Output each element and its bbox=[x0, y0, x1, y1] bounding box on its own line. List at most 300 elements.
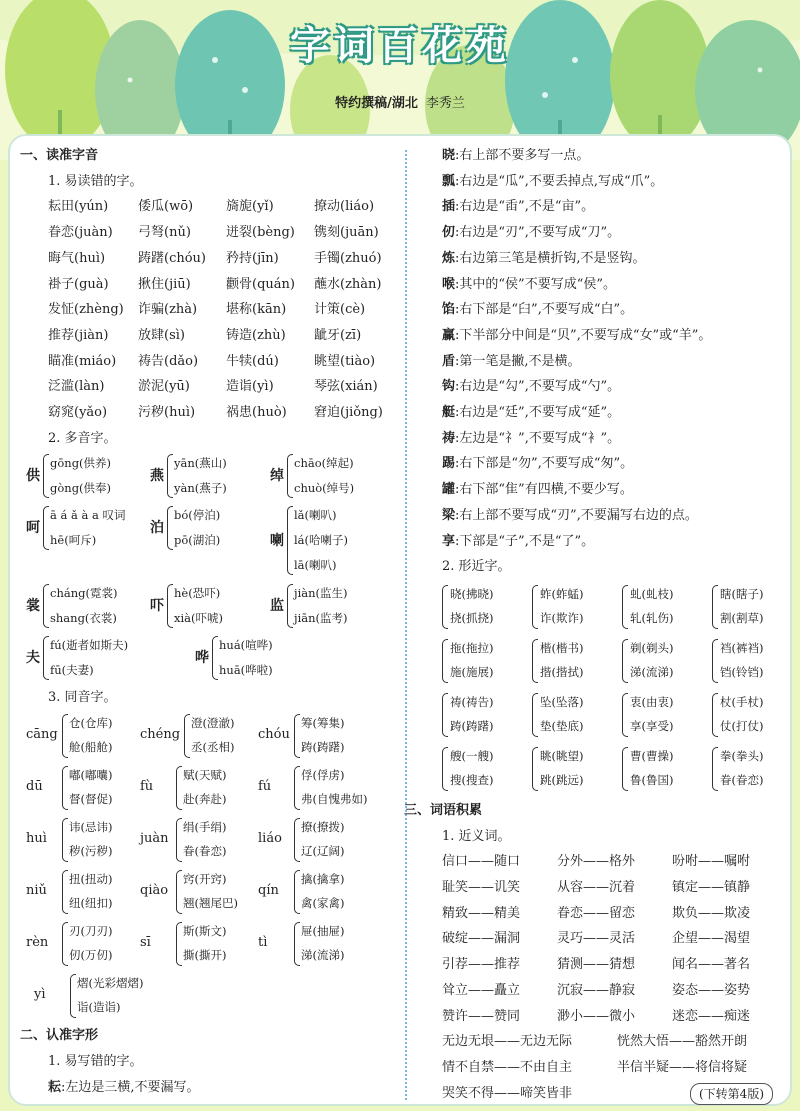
subsection-title: 1. 近义词。 bbox=[442, 828, 511, 844]
page-title: 字词百花苑 bbox=[290, 23, 510, 69]
homophone-row bbox=[20, 919, 398, 971]
synonym-grid bbox=[414, 849, 790, 1029]
homophone-item: 秽(污秽) bbox=[69, 844, 113, 859]
polyphone-char: 喇 bbox=[270, 533, 284, 550]
word-item: 祸患(huò) bbox=[226, 405, 287, 421]
rule-text: :右边是“臿”,不是“亩”。 bbox=[455, 199, 595, 215]
brace-mark bbox=[442, 693, 448, 737]
polyphone-reading: pō(湖泊) bbox=[174, 533, 221, 548]
rule-text: :其中的“侯”不要写成“侯”。 bbox=[455, 276, 616, 292]
brace-mark bbox=[294, 922, 300, 966]
homophone-item: 撩(撩拨) bbox=[301, 820, 345, 835]
rules-list bbox=[414, 143, 790, 554]
similar-item: 割(割草) bbox=[720, 610, 764, 625]
brace-mark bbox=[442, 747, 448, 791]
rule-char: 炼 bbox=[442, 250, 456, 266]
homophone-item: 仓(仓库) bbox=[69, 716, 113, 731]
rule-text: :左边是三横,不要漏写。 bbox=[61, 1079, 200, 1095]
brace-mark bbox=[442, 585, 448, 629]
word-item: 褂子(guà) bbox=[48, 276, 109, 292]
homophone-area bbox=[20, 711, 398, 1023]
word-item: 颧骨(quán) bbox=[226, 276, 295, 292]
homophone-item: 眷(眷恋) bbox=[183, 844, 227, 859]
homophone-pinyin: juàn bbox=[140, 831, 169, 847]
homophone-pinyin: chóu bbox=[258, 727, 290, 743]
polyphone-char: 监 bbox=[270, 598, 284, 615]
brace-mark bbox=[287, 584, 293, 628]
polyphone-reading: yàn(燕子) bbox=[174, 481, 227, 496]
rule-char: 罐 bbox=[442, 482, 456, 498]
brace-mark bbox=[622, 747, 628, 791]
similar-group bbox=[532, 690, 622, 740]
subsection-title: 2. 形近字。 bbox=[442, 559, 511, 575]
similar-group bbox=[442, 582, 532, 632]
rule-line bbox=[414, 169, 790, 195]
polyphone-char: 绰 bbox=[270, 468, 284, 485]
brace-mark bbox=[212, 636, 218, 680]
synonym-item: 镇定——镇静 bbox=[672, 880, 751, 896]
similar-group bbox=[622, 690, 712, 740]
rule-char: 钩 bbox=[442, 379, 456, 395]
similar-item: 揩(揩拭) bbox=[540, 664, 584, 679]
word-item: 发怔(zhèng) bbox=[48, 302, 124, 318]
synonym-item: 沉寂——静寂 bbox=[557, 982, 636, 998]
similar-item: 眺(眺望) bbox=[540, 748, 584, 763]
polyphone-char: 供 bbox=[26, 468, 40, 485]
similar-group bbox=[442, 744, 532, 794]
brace-mark bbox=[287, 454, 293, 498]
synonym-item: 灵巧——灵活 bbox=[557, 931, 636, 947]
rule-line bbox=[414, 194, 790, 220]
word-item: 琴弦(xián) bbox=[314, 379, 378, 395]
word-item: 耘田(yún) bbox=[48, 199, 109, 215]
homophone-item: 嘟(嘟囔) bbox=[69, 768, 113, 783]
polyphone-reading: ā á ǎ à a 叹词 bbox=[50, 508, 126, 523]
brace-mark bbox=[176, 818, 182, 862]
similar-item: 祷(祷告) bbox=[450, 694, 494, 709]
homophone-item: 筹(筹集) bbox=[301, 716, 345, 731]
homophone-row bbox=[20, 867, 398, 919]
synonym-item: 眷恋——留恋 bbox=[557, 905, 636, 921]
idiom-item: 情不自禁——不由自主 bbox=[442, 1059, 573, 1075]
brace-mark bbox=[532, 639, 538, 683]
homophone-pinyin: sī bbox=[140, 935, 151, 951]
polyphone-reading: lā(喇叭) bbox=[294, 558, 337, 573]
rule-char: 喉 bbox=[442, 276, 456, 292]
rule-char: 艇 bbox=[442, 405, 456, 421]
similar-item: 踌(踌躇) bbox=[450, 718, 494, 733]
similar-row bbox=[414, 582, 790, 632]
homophone-pinyin: tì bbox=[258, 935, 268, 951]
synonym-item: 赞许——赞同 bbox=[442, 1008, 521, 1024]
homophone-pinyin: rèn bbox=[26, 935, 49, 951]
homophone-item: 绢(手绢) bbox=[183, 820, 227, 835]
homophone-pinyin: huì bbox=[26, 831, 47, 847]
similar-group bbox=[712, 744, 800, 794]
word-item: 污秽(huì) bbox=[138, 405, 196, 421]
polyphone-reading: fú(逝者如斯夫) bbox=[50, 638, 129, 653]
brace-mark bbox=[176, 922, 182, 966]
synonym-item: 欺负——欺凌 bbox=[672, 905, 751, 921]
similar-group bbox=[622, 582, 712, 632]
rule-line bbox=[414, 220, 790, 246]
rule-char: 晓 bbox=[442, 148, 456, 163]
polyphone-reading: huá(喧哗) bbox=[219, 638, 273, 653]
homophone-item: 诣(造诣) bbox=[77, 1000, 121, 1015]
homophone-item: 屉(抽屉) bbox=[301, 924, 345, 939]
homophone-pinyin: cāng bbox=[26, 727, 58, 743]
brace-mark bbox=[287, 506, 293, 575]
similar-row bbox=[414, 636, 790, 686]
homophone-pinyin: fú bbox=[258, 779, 272, 795]
rule-line bbox=[414, 529, 790, 555]
rule-line bbox=[414, 349, 790, 375]
similar-group bbox=[442, 636, 532, 686]
section-title: 三、词语积累 bbox=[404, 802, 483, 818]
polyphone-reading: bó(停泊) bbox=[174, 508, 221, 523]
similar-item: 裆(裤裆) bbox=[720, 640, 764, 655]
brace-mark bbox=[43, 506, 49, 550]
polyphone-reading: hē(呵斥) bbox=[50, 533, 97, 548]
similar-item: 仗(打仗) bbox=[720, 718, 764, 733]
homophone-item: 涕(流涕) bbox=[301, 948, 345, 963]
homophone-pinyin: fù bbox=[140, 779, 154, 795]
homophone-item: 刃(刀刃) bbox=[69, 924, 113, 939]
word-item: 眺望(tiào) bbox=[314, 353, 376, 369]
homophone-row bbox=[20, 815, 398, 867]
rule-text: :右下部是“勿”,不要写成“匆”。 bbox=[455, 456, 634, 472]
rule-line bbox=[414, 503, 790, 529]
byline-author: 李秀兰 bbox=[425, 96, 465, 111]
rule-text: :右下部是“臼”,不要写成“白”。 bbox=[455, 302, 634, 318]
homophone-item: 舱(船舱) bbox=[69, 740, 113, 755]
word-item: 龇牙(zī) bbox=[314, 327, 362, 343]
rule-text: :右下部“隹”有四横,不要少写。 bbox=[455, 482, 633, 498]
rule-char: 瓢 bbox=[442, 173, 456, 189]
rule-line bbox=[414, 323, 790, 349]
section-title: 一、读准字音 bbox=[20, 148, 99, 163]
similar-item: 施(施展) bbox=[450, 664, 494, 679]
brace-mark bbox=[167, 506, 173, 550]
brace-mark bbox=[294, 870, 300, 914]
idiom-item: 哭笑不得——啼笑皆非 bbox=[442, 1085, 573, 1101]
synonym-item: 吩咐——嘱咐 bbox=[672, 854, 751, 870]
polyphone-char: 泊 bbox=[150, 520, 164, 537]
subsection-title: 3. 同音字。 bbox=[48, 690, 117, 706]
idiom-item: 半信半疑——将信将疑 bbox=[617, 1059, 748, 1075]
homophone-pinyin: dū bbox=[26, 779, 43, 795]
brace-mark bbox=[62, 818, 68, 862]
rule-char: 梁 bbox=[442, 507, 456, 523]
similar-item: 坠(坠落) bbox=[540, 694, 584, 709]
rule-text: :第一笔是撇,不是横。 bbox=[455, 353, 581, 369]
similar-group bbox=[622, 636, 712, 686]
idiom-item: 恍然大悟——豁然开朗 bbox=[617, 1034, 748, 1050]
rule-line bbox=[20, 1075, 398, 1101]
rule-line bbox=[414, 374, 790, 400]
rule-line bbox=[414, 246, 790, 272]
byline bbox=[0, 92, 800, 111]
polyphone-char: 哗 bbox=[195, 650, 209, 667]
word-item: 计策(cè) bbox=[314, 302, 366, 318]
homophone-pinyin: niǔ bbox=[26, 883, 47, 899]
polyphone-reading: lǎ(喇叭) bbox=[294, 508, 337, 523]
brace-mark bbox=[184, 714, 190, 758]
synonym-item: 破绽——漏洞 bbox=[442, 931, 521, 947]
brace-mark bbox=[712, 747, 718, 791]
polyphone-reading: yān(燕山) bbox=[174, 456, 227, 471]
homophone-item: 赋(天赋) bbox=[183, 768, 227, 783]
byline-source: 特约撰稿/湖北 bbox=[335, 96, 418, 111]
subsection-title: 2. 多音字。 bbox=[48, 430, 117, 446]
rule-char: 仞 bbox=[442, 225, 456, 241]
similar-item: 涕(流涕) bbox=[630, 664, 674, 679]
similar-group bbox=[712, 636, 800, 686]
synonym-item: 企望——渴望 bbox=[672, 931, 751, 947]
polyphone-char: 裳 bbox=[26, 598, 40, 615]
polyphone-area bbox=[20, 451, 398, 685]
similar-item: 虬(虬枝) bbox=[630, 586, 674, 601]
polyphone-char: 吓 bbox=[150, 598, 164, 615]
homophone-item: 弗(自愧弗如) bbox=[301, 792, 368, 807]
polyphone-char: 呵 bbox=[26, 520, 40, 537]
brace-mark bbox=[43, 454, 49, 498]
rule-line bbox=[414, 143, 790, 169]
word-item: 放肆(sì) bbox=[138, 327, 185, 343]
similar-chars-area bbox=[414, 582, 790, 794]
polyphone-reading: gōng(供养) bbox=[50, 456, 112, 471]
polyphone-reading: fū(夫妻) bbox=[50, 663, 94, 678]
rule-char: 踢 bbox=[442, 456, 456, 472]
brace-mark bbox=[532, 693, 538, 737]
word-item: 瞄准(miáo) bbox=[48, 353, 117, 369]
word-item: 眷恋(juàn) bbox=[48, 225, 113, 241]
section-title: 二、认准字形 bbox=[20, 1028, 99, 1044]
homophone-row bbox=[20, 711, 398, 763]
similar-item: 艘(一艘) bbox=[450, 748, 494, 763]
homophone-pinyin: liáo bbox=[258, 831, 282, 847]
rule-line bbox=[414, 400, 790, 426]
word-item: 淤泥(yū) bbox=[138, 379, 190, 395]
homophone-item: 澄(澄澈) bbox=[191, 716, 235, 731]
brace-mark bbox=[712, 693, 718, 737]
homophone-item: 斯(斯文) bbox=[183, 924, 227, 939]
homophone-item: 擒(擒拿) bbox=[301, 872, 345, 887]
brace-mark bbox=[62, 922, 68, 966]
similar-item: 蚱(蚱蜢) bbox=[540, 586, 584, 601]
homophone-item: 俘(俘虏) bbox=[301, 768, 345, 783]
similar-row bbox=[414, 744, 790, 794]
brace-mark bbox=[62, 714, 68, 758]
rule-text: :右边第三笔是横折钩,不是竖钩。 bbox=[455, 250, 646, 266]
synonym-item: 猜测——猜想 bbox=[557, 957, 636, 973]
brace-mark bbox=[43, 636, 49, 680]
word-item: 手镯(zhuó) bbox=[314, 250, 382, 266]
rule-char: 盾 bbox=[442, 353, 456, 369]
similar-item: 挠(抓挠) bbox=[450, 610, 494, 625]
rule-text: :右边是“刃”,不要写成“刀”。 bbox=[455, 225, 621, 241]
synonym-item: 耸立——矗立 bbox=[442, 982, 521, 998]
homophone-item: 赴(奔赴) bbox=[183, 792, 227, 807]
similar-group bbox=[622, 744, 712, 794]
polyphone-reading: lá(哈喇子) bbox=[294, 533, 349, 548]
similar-item: 垫(垫底) bbox=[540, 718, 584, 733]
word-item: 诈骗(zhà) bbox=[138, 302, 198, 318]
homophone-pinyin: chéng bbox=[140, 727, 181, 743]
homophone-item: 纽(纽扣) bbox=[69, 896, 113, 911]
similar-item: 剃(剃头) bbox=[630, 640, 674, 655]
word-item: 蘸水(zhàn) bbox=[314, 276, 382, 292]
polyphone-reading: cháng(霓裳) bbox=[50, 586, 118, 601]
homophone-item: 仞(万仞) bbox=[69, 948, 113, 963]
rule-text: :右边是“勾”,不要写成“勺”。 bbox=[455, 379, 621, 395]
brace-mark bbox=[176, 870, 182, 914]
homophone-item: 熠(光彩熠熠) bbox=[77, 976, 144, 991]
brace-mark bbox=[622, 639, 628, 683]
rule-text: :左边是“礻”,不要写成“衤”。 bbox=[455, 430, 621, 446]
similar-item: 诈(欺诈) bbox=[540, 610, 584, 625]
similar-item: 曹(曹操) bbox=[630, 748, 674, 763]
rule-line bbox=[414, 451, 790, 477]
homophone-item: 撕(撕开) bbox=[183, 948, 227, 963]
idiom-item: 无边无垠——无边无际 bbox=[442, 1034, 573, 1050]
word-item: 迸裂(bèng) bbox=[226, 225, 295, 241]
brace-mark bbox=[294, 714, 300, 758]
rule-line bbox=[414, 272, 790, 298]
similar-item: 衷(由衷) bbox=[630, 694, 674, 709]
brace-mark bbox=[62, 870, 68, 914]
similar-group bbox=[532, 744, 622, 794]
brace-mark bbox=[167, 584, 173, 628]
synonym-item: 从容——沉着 bbox=[557, 880, 636, 896]
polyphone-row bbox=[20, 503, 398, 581]
polyphone-row bbox=[20, 451, 398, 503]
word-item: 牛犊(dú) bbox=[226, 353, 279, 369]
polyphone-reading: shang(衣裳) bbox=[50, 611, 117, 626]
homophone-pinyin: yì bbox=[34, 987, 46, 1003]
synonym-item: 信口——随口 bbox=[442, 854, 521, 870]
rule-line bbox=[414, 477, 790, 503]
polyphone-row bbox=[20, 581, 398, 633]
homophone-pinyin: qiào bbox=[140, 883, 169, 899]
synonym-item: 渺小——微小 bbox=[557, 1008, 636, 1024]
subsection-title: 1. 易读错的字。 bbox=[48, 173, 143, 189]
brace-mark bbox=[532, 585, 538, 629]
rule-char: 馅 bbox=[442, 302, 456, 318]
word-item: 踌躇(chóu) bbox=[138, 250, 206, 266]
brace-mark bbox=[712, 585, 718, 629]
homophone-item: 丞(丞相) bbox=[191, 740, 235, 755]
homophone-row bbox=[20, 763, 398, 815]
similar-group bbox=[712, 582, 800, 632]
rule-char: 插 bbox=[442, 199, 456, 215]
homophone-item: 讳(忌讳) bbox=[69, 820, 113, 835]
similar-item: 享(享受) bbox=[630, 718, 674, 733]
similar-item: 拖(拖拉) bbox=[450, 640, 494, 655]
polyphone-reading: hè(恐吓) bbox=[174, 586, 221, 601]
similar-item: 轧(轧伤) bbox=[630, 610, 674, 625]
rule-text: :下部是“子”,不是“了”。 bbox=[455, 533, 595, 549]
word-item: 泛滥(làn) bbox=[48, 379, 105, 395]
word-item: 揪住(jiū) bbox=[138, 276, 191, 292]
similar-item: 晓(拂晓) bbox=[450, 586, 494, 601]
similar-item: 跳(跳远) bbox=[540, 772, 584, 787]
similar-item: 楷(楷书) bbox=[540, 640, 584, 655]
brace-mark bbox=[532, 747, 538, 791]
word-item: 弓弩(nǔ) bbox=[138, 225, 191, 241]
polyphone-reading: xià(吓唬) bbox=[174, 611, 223, 626]
similar-group bbox=[712, 690, 800, 740]
homophone-item: 禽(家禽) bbox=[301, 896, 345, 911]
polyphone-reading: jiān(监考) bbox=[294, 611, 348, 626]
left-column bbox=[20, 143, 398, 1100]
synonym-item: 精致——精美 bbox=[442, 905, 521, 921]
word-item: 祷告(dǎo) bbox=[138, 353, 199, 369]
homophone-item: 扭(扭动) bbox=[69, 872, 113, 887]
rule-text: :右边是“瓜”,不要丢掉点,写成“爪”。 bbox=[455, 173, 664, 189]
brace-mark bbox=[167, 454, 173, 498]
synonym-item: 耻笑——讥笑 bbox=[442, 880, 521, 896]
brace-mark bbox=[70, 974, 76, 1018]
similar-item: 鲁(鲁国) bbox=[630, 772, 674, 787]
continued-note: (下转第4版) bbox=[690, 1083, 773, 1105]
rule-text: :右边是“廷”,不要写成“延”。 bbox=[455, 405, 621, 421]
rule-line bbox=[414, 426, 790, 452]
rule-char: 耘 bbox=[48, 1079, 62, 1095]
word-item: 晦气(huì) bbox=[48, 250, 106, 266]
rule-text: :右上部不要写成“刃”,不要漏写右边的点。 bbox=[455, 507, 698, 523]
polyphone-row bbox=[20, 633, 398, 685]
word-item: 撩动(liáo) bbox=[314, 199, 375, 215]
polyphone-char: 夫 bbox=[26, 650, 40, 667]
rule-line bbox=[414, 297, 790, 323]
word-item: 窈窕(yǎo) bbox=[48, 405, 108, 421]
word-item: 旖旎(yǐ) bbox=[226, 199, 274, 215]
rule-text: :右上部不要多写一点。 bbox=[455, 148, 590, 163]
similar-item: 瞎(瞎子) bbox=[720, 586, 764, 601]
homophone-item: 督(督促) bbox=[69, 792, 113, 807]
polyphone-reading: chāo(绰起) bbox=[294, 456, 354, 471]
homophone-item: 窍(开窍) bbox=[183, 872, 227, 887]
polyphone-reading: gòng(供奉) bbox=[50, 481, 112, 496]
synonym-item: 迷恋——痴迷 bbox=[672, 1008, 751, 1024]
brace-mark bbox=[442, 639, 448, 683]
homophone-item: 踌(踌躇) bbox=[301, 740, 345, 755]
word-item: 堪称(kān) bbox=[226, 302, 287, 318]
brace-mark bbox=[622, 585, 628, 629]
homophone-row bbox=[20, 971, 398, 1023]
rule-char: 享 bbox=[442, 533, 456, 549]
brace-mark bbox=[176, 766, 182, 810]
synonym-item: 闻名——著名 bbox=[672, 957, 751, 973]
similar-item: 杖(手杖) bbox=[720, 694, 764, 709]
homophone-pinyin: qín bbox=[258, 883, 279, 899]
polyphone-reading: jiàn(监生) bbox=[294, 586, 348, 601]
brace-mark bbox=[43, 584, 49, 628]
polyphone-reading: chuò(绰号) bbox=[294, 481, 355, 496]
rule-char: 赢 bbox=[442, 327, 456, 343]
brace-mark bbox=[62, 766, 68, 810]
word-item: 窘迫(jiǒng) bbox=[314, 405, 383, 421]
brace-mark bbox=[622, 693, 628, 737]
similar-item: 搜(搜查) bbox=[450, 772, 494, 787]
similar-group bbox=[532, 636, 622, 686]
easy-words-grid bbox=[20, 194, 398, 425]
right-column bbox=[404, 143, 790, 1106]
synonym-item: 引荐——推荐 bbox=[442, 957, 521, 973]
homophone-item: 翘(翘尾巴) bbox=[183, 896, 238, 911]
subsection-title: 1. 易写错的字。 bbox=[48, 1053, 143, 1069]
